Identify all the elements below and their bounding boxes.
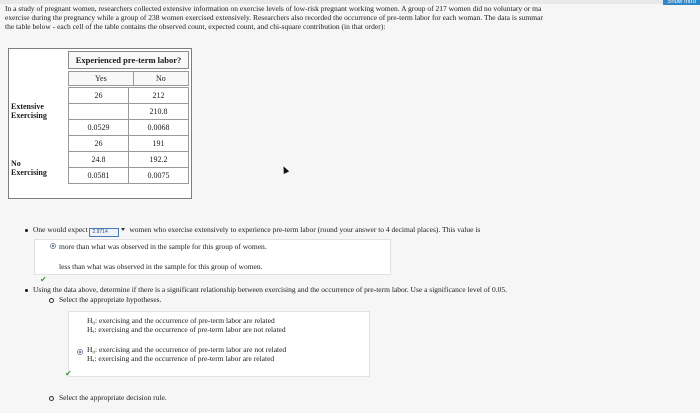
question-3-sub: Select the appropriate decision rule. [59, 393, 167, 402]
table-header-label: Experienced pre-term labor? [75, 55, 182, 65]
cell-contribution: 0.0075 [129, 168, 189, 184]
cell-contribution: 0.0581 [69, 168, 129, 184]
cell-expected: 210.8 [129, 104, 189, 120]
column-no: No [133, 72, 188, 86]
show-intro-button[interactable]: Show Intro [663, 0, 700, 5]
checkmark-icon: ✔ [40, 275, 47, 284]
circle-bullet-icon [49, 298, 54, 303]
row-label-line: Extensive [11, 102, 44, 111]
table-header [68, 51, 189, 69]
row-label-line: Exercising [11, 111, 47, 120]
table-row [69, 136, 189, 152]
intro-line-1: In a study of pregnant women, researchers collected extensive information on exercise levels of low-risk pregnant working women. A group of 217 women did no voluntary or ma [5, 4, 542, 13]
q1-prefix: One would expect [33, 225, 88, 234]
q1-suffix: women who exercise extensively to experience pre-term labor (round your answer to 4 decimal places). This value is [129, 225, 481, 234]
table-row [69, 104, 189, 120]
circle-bullet-icon [49, 396, 54, 401]
cell-observed: 26 [69, 136, 129, 152]
cell-contribution: 0.0068 [129, 120, 189, 136]
table-body [68, 87, 189, 184]
cell-observed: 191 [129, 136, 189, 152]
mouse-cursor-icon [281, 165, 289, 174]
cell-contribution: 0.0529 [69, 120, 129, 136]
hyp-option-2-h0[interactable]: H₀: exercising and the occurrence of pre-term labor are not related [87, 345, 287, 354]
contingency-table [8, 48, 192, 199]
row-label-extensive [11, 102, 47, 120]
column-yes: Yes [69, 72, 134, 86]
q1-option-less[interactable]: less than what was observed in the sample for this group of women. [59, 262, 263, 271]
question-1 [33, 225, 480, 237]
cell-expected: 24.8 [69, 152, 129, 168]
table-row [69, 152, 189, 168]
bullet-icon [25, 229, 28, 232]
intro-line-2: exercise during the pregnancy while a group of 238 women exercised extensively. Researchers also recorded the occurrence of pre-term labor for each woman. The data is summar [5, 13, 543, 22]
checkmark-icon: ✔ [65, 369, 72, 378]
column-headers [68, 71, 189, 86]
radio-selected-icon[interactable] [50, 243, 56, 249]
table-row [69, 120, 189, 136]
row-label-no-exercising [11, 159, 47, 177]
question-2-sub: Select the appropriate hypotheses. [59, 295, 162, 304]
row-label-line: Exercising [11, 168, 47, 177]
table-row [69, 88, 189, 104]
q1-option-more[interactable]: more than what was observed in the sample for this group of women. [59, 242, 267, 251]
intro-line-3: the table below - each cell of the table contains the observed count, expected count, and chi-square contribution (in that order): [5, 22, 386, 31]
hyp-option-1-h0[interactable]: H₀: exercising and the occurrence of pre-term labor are related [87, 316, 275, 325]
hyp-option-1-ha[interactable]: Hₐ: exercising and the occurrence of pre-term labor are not related [87, 325, 286, 334]
radio-selected-icon[interactable] [77, 349, 83, 355]
expected-count-input[interactable]: 2.9714 [89, 228, 119, 237]
question-2: Using the data above, determine if there is a significant relationship between exercising and the occurrence of pre-term labor. Use a significance level of 0.05. [33, 285, 507, 294]
cell-observed: 26 [69, 88, 129, 104]
table-row [69, 168, 189, 184]
cell-observed: 212 [129, 88, 189, 104]
cell-expected: 192.2 [129, 152, 189, 168]
cell-expected [69, 104, 129, 120]
bullet-icon [25, 289, 28, 292]
row-label-line: No [11, 159, 21, 168]
dropdown-caret-icon[interactable] [121, 228, 125, 231]
hyp-option-2-ha[interactable]: Hₐ: exercising and the occurrence of pre-term labor are related [87, 354, 275, 363]
